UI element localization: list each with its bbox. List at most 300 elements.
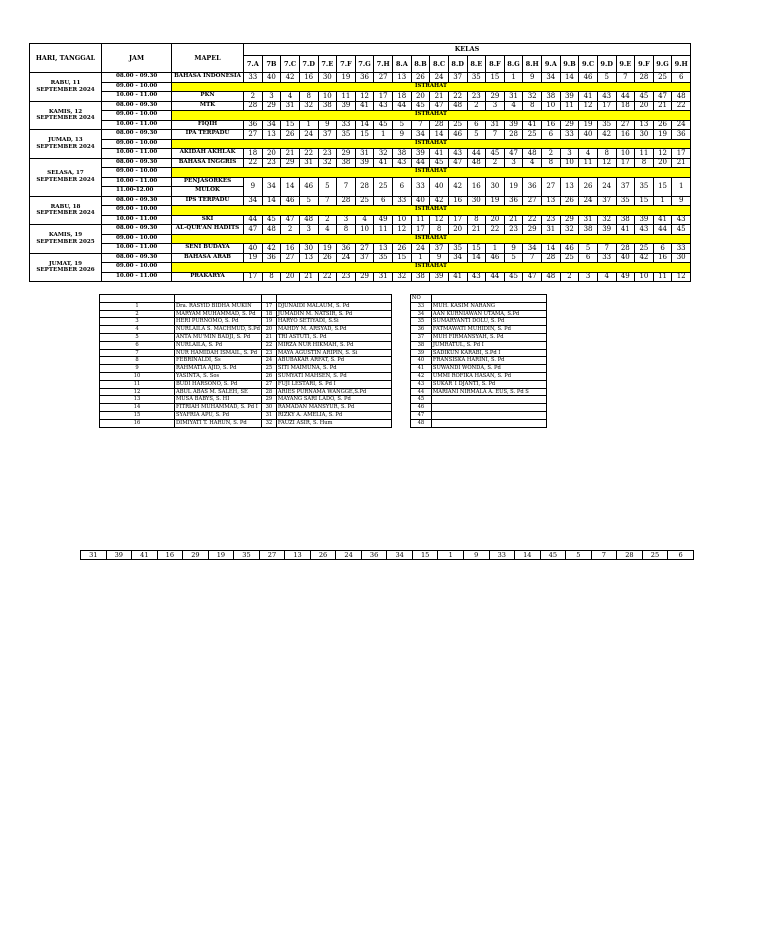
- room-number: 43: [672, 215, 691, 225]
- teacher-name: DJUNAIDI MALAUM, S. Pd: [276, 302, 391, 310]
- time-slot: 08.00 - 09.30: [102, 158, 172, 168]
- room-number: 29: [560, 120, 579, 130]
- teacher-row: [100, 365, 547, 373]
- room-number: 48: [467, 158, 486, 168]
- schedule-row: [30, 120, 691, 130]
- room-number: 44: [467, 149, 486, 159]
- room-number: 15: [653, 177, 672, 196]
- room-number: 5: [579, 244, 598, 254]
- room-number: 8: [597, 149, 616, 159]
- teacher-no: 10: [100, 372, 175, 380]
- column-gap: [391, 333, 410, 341]
- room-number: 15: [393, 253, 412, 263]
- room-number: 34: [244, 196, 263, 206]
- header-class: 8.A: [393, 56, 412, 73]
- teacher-name: ABUBAKAR ARFAT, S. Pd: [276, 357, 391, 365]
- room-number: 6: [672, 73, 691, 83]
- header-class: 7.A: [244, 56, 263, 73]
- teacher-name: NUR HAMIDAH ISMAIL, S. Pd: [175, 349, 262, 357]
- room-number: 10: [542, 101, 561, 111]
- header-class: 9.C: [579, 56, 598, 73]
- room-number: 43: [374, 101, 393, 111]
- column-gap: [391, 349, 410, 357]
- time-slot: 08.00 - 09.30: [102, 253, 172, 263]
- teacher-no: 23: [261, 349, 276, 357]
- teacher-name: RAHMATIA AJID, S. Pd: [175, 365, 262, 373]
- subject: IPA TERPADU: [172, 130, 244, 140]
- room-number: 25: [355, 196, 374, 206]
- room-number: 39: [504, 120, 523, 130]
- column-gap: [391, 388, 410, 396]
- time-slot: 09.00 - 10.00: [102, 82, 172, 92]
- room-number: 31: [374, 272, 393, 282]
- room-number: 12: [653, 149, 672, 159]
- column-gap: [391, 404, 410, 412]
- teacher-name: RIZKY A. AMELIA, S. Pd: [276, 411, 391, 419]
- room-number: 11: [560, 101, 579, 111]
- teacher-name: FITRIAH MUHAMMAD, S. Pd I: [175, 404, 262, 412]
- teacher-no: 9: [100, 365, 175, 373]
- subject: IPS TERPADU: [172, 196, 244, 206]
- day-date: RABU, 18 SEPTEMBER 2024: [30, 196, 102, 225]
- teacher-row: [100, 404, 547, 412]
- teacher-name: HERI PURNOMO, S. Pd: [175, 318, 262, 326]
- teacher-no: 8: [100, 357, 175, 365]
- room-number: 42: [262, 244, 281, 254]
- day-date: KAMIS, 19 SEPTEMBER 2025: [30, 225, 102, 254]
- teacher-no: 17: [261, 302, 276, 310]
- teacher-name: SITI MAIMUNA, S. Pd: [276, 365, 391, 373]
- teacher-no: 25: [261, 365, 276, 373]
- teacher-no: 26: [261, 372, 276, 380]
- room-number: 12: [579, 101, 598, 111]
- header-class: 7.G: [355, 56, 374, 73]
- room-number: 1: [486, 244, 505, 254]
- teacher-name: DIMIYATI T. HARUN, S. Pd: [175, 419, 262, 427]
- header-class: 8.D: [448, 56, 467, 73]
- room-number: 6: [374, 196, 393, 206]
- room-number: 23: [504, 225, 523, 235]
- bottom-number: 28: [617, 551, 643, 560]
- room-number: 18: [244, 149, 263, 159]
- teacher-no: 30: [261, 404, 276, 412]
- header-class: 9.H: [672, 56, 691, 73]
- break-label: ISTRAHAT: [172, 206, 691, 216]
- room-number: 4: [523, 158, 542, 168]
- room-number: 2: [318, 215, 337, 225]
- room-number: 16: [653, 253, 672, 263]
- teacher-header-row: [100, 295, 547, 303]
- room-number: 26: [653, 120, 672, 130]
- room-number: 7: [597, 244, 616, 254]
- teacher-no: 42: [410, 372, 431, 380]
- room-number: 12: [393, 225, 412, 235]
- teacher-no: 31: [261, 411, 276, 419]
- room-number: 10: [635, 272, 654, 282]
- teacher-no: 15: [100, 411, 175, 419]
- teacher-no: 4: [100, 326, 175, 334]
- room-number: 13: [374, 244, 393, 254]
- room-number: 46: [448, 130, 467, 140]
- subject: AL-QUR'AN HADITS: [172, 225, 244, 235]
- room-number: 29: [262, 101, 281, 111]
- room-number: 25: [448, 120, 467, 130]
- room-number: 47: [430, 101, 449, 111]
- room-number: 39: [430, 272, 449, 282]
- header-class: 7.C: [281, 56, 300, 73]
- room-number: 36: [504, 196, 523, 206]
- room-number: 41: [448, 272, 467, 282]
- room-number: 34: [262, 177, 281, 196]
- room-number: 17: [672, 149, 691, 159]
- day-date: SELASA, 17 SEPTEMBER 2024: [30, 158, 102, 196]
- time-slot: 09.00 - 10.00: [102, 139, 172, 149]
- room-number: 46: [299, 177, 318, 196]
- room-number: 27: [374, 73, 393, 83]
- room-number: 35: [467, 73, 486, 83]
- room-number: 12: [430, 215, 449, 225]
- room-number: 22: [244, 158, 263, 168]
- schedule-row: [30, 272, 691, 282]
- teacher-row: [100, 349, 547, 357]
- room-number: 34: [448, 253, 467, 263]
- room-number: 28: [337, 196, 356, 206]
- room-number: 38: [393, 149, 412, 159]
- day-date: RABU, 11 SEPTEMBER 2024: [30, 73, 102, 102]
- room-number: 16: [467, 177, 486, 196]
- room-number: 45: [504, 272, 523, 282]
- room-number: 37: [448, 73, 467, 83]
- room-number: 44: [653, 225, 672, 235]
- room-number: 9: [672, 196, 691, 206]
- subject: PENJASORKES: [172, 177, 244, 187]
- room-number: 39: [635, 215, 654, 225]
- room-number: 7: [411, 120, 430, 130]
- room-number: 36: [337, 244, 356, 254]
- break-row: [30, 263, 691, 273]
- room-number: 25: [653, 73, 672, 83]
- room-number: 23: [467, 92, 486, 102]
- room-number: 16: [448, 196, 467, 206]
- time-slot: 08.00 - 09.30: [102, 225, 172, 235]
- break-label: ISTRAHAT: [172, 82, 691, 92]
- room-number: 48: [448, 101, 467, 111]
- room-number: 7: [337, 177, 356, 196]
- room-number: 32: [560, 225, 579, 235]
- room-number: 34: [523, 244, 542, 254]
- teacher-no: 28: [261, 388, 276, 396]
- teacher-no: 36: [410, 326, 431, 334]
- header-class: 9.E: [616, 56, 635, 73]
- header-class: 9.A: [542, 56, 561, 73]
- room-number: 22: [299, 149, 318, 159]
- teacher-no: 1: [100, 302, 175, 310]
- bottom-number: 7: [591, 551, 617, 560]
- room-number: 28: [635, 73, 654, 83]
- time-slot: 09.00 - 10.00: [102, 234, 172, 244]
- room-number: 22: [486, 225, 505, 235]
- room-number: 42: [635, 253, 654, 263]
- subject: BAHASA INDONESIA: [172, 73, 244, 83]
- room-number: 21: [504, 215, 523, 225]
- room-number: 48: [672, 92, 691, 102]
- header-class: 8.B: [411, 56, 430, 73]
- teacher-header-cell: [175, 295, 262, 303]
- teacher-row: [100, 318, 547, 326]
- room-number: 8: [430, 225, 449, 235]
- room-number: 10: [318, 92, 337, 102]
- room-number: 8: [523, 101, 542, 111]
- room-number: 25: [560, 253, 579, 263]
- room-number: 37: [430, 244, 449, 254]
- room-number: 36: [355, 73, 374, 83]
- room-number: 45: [486, 149, 505, 159]
- teacher-name: MARIANI NIRMALA A. EUS, S. Pd S: [431, 388, 546, 396]
- room-number: 24: [430, 73, 449, 83]
- room-number: 39: [355, 158, 374, 168]
- teacher-row: [100, 380, 547, 388]
- room-number: 2: [244, 92, 263, 102]
- teacher-name: SADIKUN KARABI, S.Pd I: [431, 349, 546, 357]
- header-class: 7.E: [318, 56, 337, 73]
- teacher-name: JUMADIN M. NATSIR, S. Pd: [276, 310, 391, 318]
- break-row: [30, 82, 691, 92]
- teacher-name: MUSA BABYS, S. HI: [175, 396, 262, 404]
- break-label: ISTRAHAT: [172, 234, 691, 244]
- teacher-name: MAHDY M. ARSYAD, S.Pd: [276, 326, 391, 334]
- bottom-number: 1: [438, 551, 464, 560]
- room-number: 47: [281, 215, 300, 225]
- room-number: 3: [560, 149, 579, 159]
- teacher-row: [100, 411, 547, 419]
- room-number: 38: [337, 158, 356, 168]
- room-number: 24: [597, 177, 616, 196]
- room-number: 21: [467, 225, 486, 235]
- room-number: 34: [542, 73, 561, 83]
- header-class: 9.D: [597, 56, 616, 73]
- room-number: 45: [374, 120, 393, 130]
- bottom-number: 41: [132, 551, 158, 560]
- room-number: 35: [597, 120, 616, 130]
- room-number: 47: [244, 225, 263, 235]
- room-number: 27: [281, 253, 300, 263]
- room-number: 6: [467, 120, 486, 130]
- room-number: 2: [281, 225, 300, 235]
- room-number: 13: [635, 120, 654, 130]
- time-slot: 10.00 - 11.00: [102, 272, 172, 282]
- room-number: 47: [504, 149, 523, 159]
- room-number: 8: [299, 92, 318, 102]
- teacher-row: [100, 302, 547, 310]
- room-number: 29: [281, 158, 300, 168]
- room-number: 37: [355, 253, 374, 263]
- schedule-row: [30, 196, 691, 206]
- room-number: 8: [262, 272, 281, 282]
- schedule-row: [30, 244, 691, 254]
- column-gap: [391, 318, 410, 326]
- room-number: 33: [393, 196, 412, 206]
- room-number: 46: [281, 196, 300, 206]
- teacher-name: YASINTA, S. Sos: [175, 372, 262, 380]
- break-label: ISTRAHAT: [172, 139, 691, 149]
- bottom-number: 26: [310, 551, 336, 560]
- header-class: 9.B: [560, 56, 579, 73]
- room-number: 11: [635, 149, 654, 159]
- room-number: 41: [355, 101, 374, 111]
- room-number: 3: [262, 92, 281, 102]
- room-number: 40: [430, 177, 449, 196]
- room-number: 9: [430, 253, 449, 263]
- teacher-header-cell: [391, 295, 410, 303]
- room-number: 17: [244, 272, 263, 282]
- teacher-no: 19: [261, 318, 276, 326]
- time-slot: 10.00 - 11.00: [102, 149, 172, 159]
- room-number: 15: [486, 73, 505, 83]
- room-number: 22: [448, 92, 467, 102]
- room-number: 43: [393, 158, 412, 168]
- schedule-row: [30, 158, 691, 168]
- room-number: 1: [504, 73, 523, 83]
- header-class-group: KELAS: [244, 44, 691, 56]
- room-number: 4: [597, 272, 616, 282]
- room-number: 11: [411, 215, 430, 225]
- room-number: 17: [374, 92, 393, 102]
- room-number: 15: [355, 130, 374, 140]
- room-number: 23: [262, 158, 281, 168]
- room-number: 4: [318, 225, 337, 235]
- room-number: 48: [262, 225, 281, 235]
- room-number: 16: [616, 130, 635, 140]
- room-number: 24: [337, 253, 356, 263]
- time-slot: 09.00 - 10.00: [102, 111, 172, 121]
- room-number: 40: [616, 253, 635, 263]
- room-number: 6: [653, 244, 672, 254]
- subject: FIQIH: [172, 120, 244, 130]
- room-number: 14: [262, 196, 281, 206]
- room-number: 45: [411, 101, 430, 111]
- bottom-number: 5: [566, 551, 592, 560]
- teacher-name: FEBRINALDI, Ss: [175, 357, 262, 365]
- room-number: 37: [318, 130, 337, 140]
- bottom-number: 19: [208, 551, 234, 560]
- subject: PRAKARYA: [172, 272, 244, 282]
- exam-schedule-table: [29, 43, 691, 282]
- schedule-row: [30, 177, 691, 187]
- teacher-row: [100, 341, 547, 349]
- teacher-no: 45: [410, 396, 431, 404]
- teacher-name: MAYA AGUSTIN ARIPIN, S. Si: [276, 349, 391, 357]
- room-number: 17: [616, 158, 635, 168]
- room-number: 33: [560, 130, 579, 140]
- teacher-no-header: NO: [410, 295, 431, 303]
- room-number: 47: [653, 92, 672, 102]
- room-number: 19: [653, 130, 672, 140]
- room-number: 24: [299, 130, 318, 140]
- column-gap: [391, 302, 410, 310]
- room-number: 8: [467, 215, 486, 225]
- room-number: 29: [486, 92, 505, 102]
- header-class: 8.E: [467, 56, 486, 73]
- teacher-row: [100, 333, 547, 341]
- room-number: 42: [281, 73, 300, 83]
- teacher-name: Dra. RASYID BIDHA MUKIN: [175, 302, 262, 310]
- teacher-row: [100, 357, 547, 365]
- room-number: 19: [579, 120, 598, 130]
- room-number: 17: [448, 215, 467, 225]
- room-number: 21: [281, 149, 300, 159]
- teacher-header-cell: [100, 295, 175, 303]
- teacher-name: HARYO SETIYADI, S.Si: [276, 318, 391, 326]
- room-number: 23: [318, 149, 337, 159]
- room-number: 16: [542, 120, 561, 130]
- teacher-no: 40: [410, 357, 431, 365]
- room-number: 35: [448, 244, 467, 254]
- room-number: 31: [355, 149, 374, 159]
- room-number: 37: [616, 177, 635, 196]
- room-number: 38: [542, 92, 561, 102]
- room-number: 2: [542, 149, 561, 159]
- subject: BAHASA INGGRIS: [172, 158, 244, 168]
- column-gap: [391, 365, 410, 373]
- teacher-name: FATMAWATI MUHIDIN, S. Pd: [431, 326, 546, 334]
- room-number: 28: [430, 120, 449, 130]
- room-number: 6: [542, 130, 561, 140]
- room-number: 36: [672, 130, 691, 140]
- room-number: 49: [616, 272, 635, 282]
- room-number: 22: [672, 101, 691, 111]
- room-number: 28: [542, 253, 561, 263]
- teacher-no: 22: [261, 341, 276, 349]
- room-number: 36: [523, 177, 542, 196]
- teacher-name: BUDI HARSONO, S. Pd: [175, 380, 262, 388]
- room-number: 10: [616, 149, 635, 159]
- room-number: 45: [430, 158, 449, 168]
- room-number: 33: [411, 177, 430, 196]
- room-number: 24: [579, 196, 598, 206]
- room-number: 10: [355, 225, 374, 235]
- room-number: 38: [579, 225, 598, 235]
- room-number: 12: [355, 92, 374, 102]
- teacher-no: 12: [100, 388, 175, 396]
- teacher-name: [431, 411, 546, 419]
- header-class: 7.F: [337, 56, 356, 73]
- room-number: 1: [411, 253, 430, 263]
- bottom-number: 35: [234, 551, 260, 560]
- header-class: 8.G: [504, 56, 523, 73]
- column-gap: [391, 411, 410, 419]
- room-number: 7: [318, 196, 337, 206]
- room-number: 45: [635, 92, 654, 102]
- teacher-name: JUMRATUL, S. Pd I: [431, 341, 546, 349]
- room-number: 46: [579, 73, 598, 83]
- time-slot: 09.00 - 10.00: [102, 263, 172, 273]
- room-number: 14: [281, 177, 300, 196]
- room-number: 20: [411, 92, 430, 102]
- column-gap: [391, 380, 410, 388]
- room-number: 40: [262, 73, 281, 83]
- teacher-no: 39: [410, 349, 431, 357]
- room-number: 9: [393, 130, 412, 140]
- room-number: 5: [318, 177, 337, 196]
- room-number: 43: [448, 149, 467, 159]
- time-slot: 08.00 - 09.30: [102, 196, 172, 206]
- schedule-row: [30, 130, 691, 140]
- room-number: 20: [635, 101, 654, 111]
- time-slot: 09.00 - 10.00: [102, 168, 172, 178]
- bottom-number: 24: [336, 551, 362, 560]
- room-number: 14: [542, 244, 561, 254]
- room-number: 47: [448, 158, 467, 168]
